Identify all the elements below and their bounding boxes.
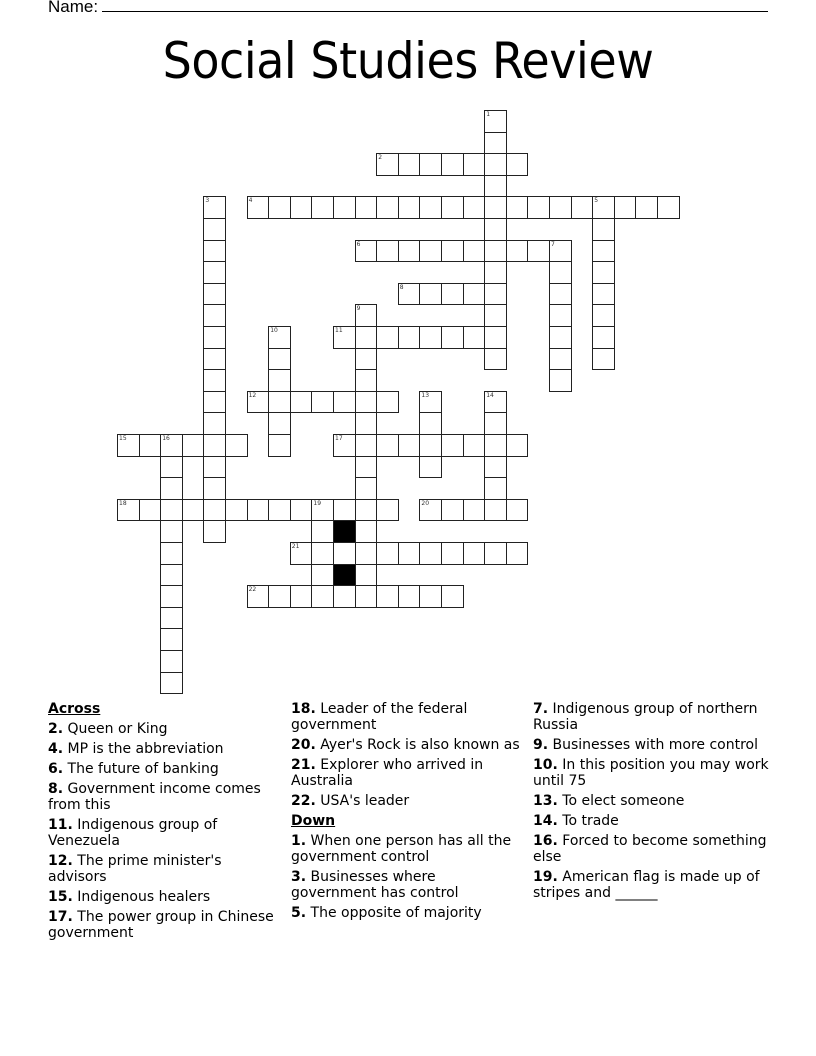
grid-cell[interactable] <box>376 240 399 263</box>
grid-cell[interactable] <box>484 456 507 479</box>
clue-number: 11. <box>48 817 73 833</box>
grid-cell[interactable] <box>506 240 529 263</box>
clue-number: 14. <box>533 813 558 829</box>
cell-number: 15 <box>119 435 127 442</box>
grid-cell[interactable] <box>182 434 205 457</box>
grid-cell[interactable] <box>160 520 183 543</box>
grid-cell[interactable] <box>376 434 399 457</box>
grid-cell[interactable] <box>333 434 356 457</box>
grid-cell[interactable] <box>419 283 442 306</box>
clue-number: 2. <box>48 721 64 737</box>
cell-number: 2 <box>378 154 383 162</box>
grid-cell[interactable] <box>355 542 378 565</box>
grid-cell[interactable] <box>484 304 507 327</box>
grid-cell[interactable] <box>225 499 248 522</box>
clue-text: In this position you may work until 75 <box>533 757 769 789</box>
grid-cell[interactable] <box>182 499 205 522</box>
grid-cell[interactable] <box>290 499 313 522</box>
grid-cell[interactable] <box>419 456 442 479</box>
grid-cell[interactable] <box>484 542 507 565</box>
grid-cell[interactable] <box>160 477 183 500</box>
grid-cell[interactable] <box>592 240 615 263</box>
grid-cell[interactable] <box>203 391 226 414</box>
clue-text: Explorer who arrived in Australia <box>291 757 484 789</box>
clue-across-18 <box>291 701 523 733</box>
grid-cell[interactable] <box>311 196 334 219</box>
grid-cell[interactable] <box>160 456 183 479</box>
clue-down-5 <box>291 905 523 921</box>
grid-cell[interactable] <box>203 283 226 306</box>
grid-cell[interactable] <box>333 391 356 414</box>
grid-cell[interactable] <box>268 499 291 522</box>
grid-cell[interactable] <box>355 391 378 414</box>
grid-cell[interactable] <box>419 412 442 435</box>
grid-cell[interactable] <box>463 542 486 565</box>
grid-cell[interactable] <box>160 499 183 522</box>
clue-number: 8. <box>48 781 64 797</box>
clue-down-9 <box>533 737 773 753</box>
grid-cell[interactable] <box>441 196 464 219</box>
cell-number: 7 <box>551 240 555 248</box>
grid-cell[interactable] <box>160 434 183 457</box>
clue-number: 13. <box>533 793 558 809</box>
grid-cell[interactable] <box>160 650 183 673</box>
grid-cell[interactable] <box>549 261 572 284</box>
grid-cell[interactable] <box>376 196 399 219</box>
grid-cell[interactable] <box>355 304 378 327</box>
grid-cell[interactable] <box>247 499 270 522</box>
grid-cell[interactable] <box>549 283 572 306</box>
grid-cell[interactable] <box>203 477 226 500</box>
grid-cell[interactable] <box>203 369 226 392</box>
cell-number: 10 <box>270 327 278 334</box>
grid-cell[interactable] <box>484 326 507 349</box>
clue-number: 15. <box>48 889 73 905</box>
clue-number: 21. <box>291 757 316 773</box>
cell-number: 3 <box>205 197 210 205</box>
grid-cell[interactable] <box>463 499 486 522</box>
grid-cell[interactable] <box>376 153 399 176</box>
grid-cell[interactable] <box>592 348 615 371</box>
grid-cell[interactable] <box>355 520 378 543</box>
clue-number: 1. <box>291 833 307 849</box>
clue-number: 7. <box>533 701 549 717</box>
grid-cell[interactable] <box>203 348 226 371</box>
grid-cell[interactable] <box>592 283 615 306</box>
grid-cell[interactable] <box>355 434 378 457</box>
grid-cell[interactable] <box>398 196 421 219</box>
grid-cell[interactable] <box>484 153 507 176</box>
grid-cell[interactable] <box>203 520 226 543</box>
clue-text: Businesses where government has control <box>291 869 459 901</box>
clue-across-21 <box>291 757 523 789</box>
grid-cell[interactable] <box>247 585 270 608</box>
clue-down-13 <box>533 793 773 809</box>
grid-cell[interactable] <box>463 196 486 219</box>
grid-cell[interactable] <box>484 196 507 219</box>
grid-cell[interactable] <box>268 412 291 435</box>
grid-cell[interactable] <box>441 585 464 608</box>
clue-number: 5. <box>291 905 307 921</box>
grid-cell[interactable] <box>290 196 313 219</box>
clue-text: Leader of the federal government <box>291 701 468 733</box>
grid-cell[interactable] <box>355 196 378 219</box>
grid-cell[interactable] <box>506 153 529 176</box>
clue-number: 18. <box>291 701 316 717</box>
clue-text: The future of banking <box>67 761 219 777</box>
grid-cell[interactable] <box>506 434 529 457</box>
clue-across-4 <box>48 741 283 757</box>
clue-number: 10. <box>533 757 558 773</box>
cell-number: 20 <box>421 499 430 507</box>
clue-down-19 <box>533 869 773 901</box>
name-label: Name: <box>48 0 99 16</box>
grid-cell[interactable] <box>376 499 399 522</box>
grid-cell[interactable] <box>419 153 442 176</box>
grid-cell[interactable] <box>355 369 378 392</box>
grid-cell[interactable] <box>160 607 183 630</box>
clue-number: 22. <box>291 793 316 809</box>
cell-number: 4 <box>248 197 253 205</box>
cell-number: 21 <box>291 543 300 550</box>
grid-cell[interactable] <box>398 542 421 565</box>
clue-down-16 <box>533 833 773 865</box>
grid-cell[interactable] <box>355 585 378 608</box>
grid-cell[interactable] <box>549 348 572 371</box>
clue-across-17 <box>48 909 283 941</box>
grid-cell[interactable] <box>549 326 572 349</box>
clue-number: 4. <box>48 741 64 757</box>
clue-text: Indigenous healers <box>77 889 211 905</box>
grid-cell[interactable] <box>419 240 442 263</box>
grid-cell[interactable] <box>592 261 615 284</box>
clue-down-7 <box>533 701 773 733</box>
clue-number: 16. <box>533 833 558 849</box>
down-heading: Down <box>291 813 336 829</box>
grid-cell[interactable] <box>203 326 226 349</box>
grid-cell[interactable] <box>592 304 615 327</box>
grid-cell[interactable] <box>441 240 464 263</box>
grid-cell[interactable] <box>441 283 464 306</box>
grid-cell[interactable] <box>268 348 291 371</box>
grid-cell[interactable] <box>139 499 162 522</box>
clue-across-20 <box>291 737 523 753</box>
grid-cell[interactable] <box>484 283 507 306</box>
clue-text: To trade <box>562 813 619 829</box>
clue-number: 20. <box>291 737 316 753</box>
cell-number: 19 <box>313 499 322 507</box>
grid-cell[interactable] <box>484 412 507 435</box>
clue-number: 6. <box>48 761 64 777</box>
grid-cell[interactable] <box>484 434 507 457</box>
grid-cell[interactable] <box>333 196 356 219</box>
cell-number: 8 <box>399 283 404 291</box>
grid-cell[interactable] <box>549 369 572 392</box>
grid-cell[interactable] <box>290 542 313 565</box>
clues-column-1 <box>48 701 283 945</box>
clue-down-14 <box>533 813 773 829</box>
cell-number: 17 <box>335 435 343 442</box>
cell-number: 1 <box>486 111 491 118</box>
grid-cell[interactable] <box>419 434 442 457</box>
across-heading: Across <box>48 701 101 717</box>
grid-cell[interactable] <box>203 499 226 522</box>
grid-cell[interactable] <box>614 196 637 219</box>
grid-cell[interactable] <box>463 240 486 263</box>
grid-cell[interactable] <box>484 391 507 414</box>
clue-across-15 <box>48 889 283 905</box>
grid-cell[interactable] <box>203 434 226 457</box>
grid-cell[interactable] <box>203 456 226 479</box>
clue-text: USA's leader <box>320 793 410 809</box>
grid-cell[interactable] <box>117 499 140 522</box>
grid-cell[interactable] <box>355 456 378 479</box>
cell-number: 16 <box>162 435 170 442</box>
clue-text: Indigenous group of northern Russia <box>533 701 758 733</box>
cell-number: 9 <box>356 305 361 313</box>
clue-number: 19. <box>533 869 558 885</box>
cell-number: 13 <box>421 391 430 399</box>
grid-cell[interactable] <box>506 499 529 522</box>
cell-number: 12 <box>248 391 257 399</box>
grid-cell[interactable] <box>290 585 313 608</box>
clue-number: 3. <box>291 869 307 885</box>
grid-cell[interactable] <box>571 196 594 219</box>
grid-cell[interactable] <box>376 391 399 414</box>
grid-cell[interactable] <box>311 391 334 414</box>
cell-number: 6 <box>356 240 361 248</box>
cell-number: 14 <box>486 391 494 399</box>
grid-cell[interactable] <box>592 196 615 219</box>
grid-cell[interactable] <box>506 542 529 565</box>
grid-cell[interactable] <box>463 326 486 349</box>
clue-across-12 <box>48 853 283 885</box>
grid-cell[interactable] <box>398 283 421 306</box>
grid-cell[interactable] <box>484 110 507 133</box>
grid-cell[interactable] <box>311 542 334 565</box>
clue-down-1 <box>291 833 523 865</box>
grid-cell[interactable] <box>160 672 183 695</box>
grid-cell[interactable] <box>419 326 442 349</box>
grid-cell[interactable] <box>333 542 356 565</box>
clue-number: 9. <box>533 737 549 753</box>
grid-cell[interactable] <box>376 542 399 565</box>
grid-cell[interactable] <box>355 477 378 500</box>
grid-cell[interactable] <box>484 175 507 198</box>
grid-cell[interactable] <box>203 240 226 263</box>
grid-cell[interactable] <box>268 369 291 392</box>
clue-text: Ayer's Rock is also known as <box>320 737 520 753</box>
clue-text: Businesses with more control <box>552 737 759 753</box>
grid-cell[interactable] <box>657 196 680 219</box>
grid-cell[interactable] <box>592 326 615 349</box>
grid-cell[interactable] <box>268 326 291 349</box>
grid-cell[interactable] <box>441 542 464 565</box>
clue-across-22 <box>291 793 523 809</box>
grid-cell[interactable] <box>549 196 572 219</box>
grid-cell[interactable] <box>311 585 334 608</box>
grid-cell[interactable] <box>203 261 226 284</box>
grid-cell[interactable] <box>160 628 183 651</box>
grid-cell[interactable] <box>484 132 507 155</box>
grid-cell[interactable] <box>484 477 507 500</box>
grid-cell[interactable] <box>160 564 183 587</box>
grid-cell[interactable] <box>549 240 572 263</box>
cell-number: 18 <box>119 499 127 507</box>
clue-across-11 <box>48 817 283 849</box>
grid-cell[interactable] <box>463 434 486 457</box>
clue-down-10 <box>533 757 773 789</box>
grid-cell[interactable] <box>484 499 507 522</box>
cell-number: 11 <box>335 327 343 334</box>
grid-cell[interactable] <box>398 153 421 176</box>
grid-cell[interactable] <box>355 499 378 522</box>
clues-column-2 <box>291 701 523 925</box>
grid-cell[interactable] <box>484 240 507 263</box>
grid-cell[interactable] <box>268 434 291 457</box>
cell-number: 22 <box>248 586 257 594</box>
grid-cell[interactable] <box>247 391 270 414</box>
grid-cell[interactable] <box>441 153 464 176</box>
grid-cell[interactable] <box>225 434 248 457</box>
grid-cell[interactable] <box>398 326 421 349</box>
clue-number: 12. <box>48 853 73 869</box>
clue-text: Forced to become something else <box>533 833 767 865</box>
grid-cell[interactable] <box>506 196 529 219</box>
clue-number: 17. <box>48 909 73 925</box>
grid-cell[interactable] <box>484 261 507 284</box>
clue-text: The power group in Chinese government <box>48 909 274 941</box>
grid-cell[interactable] <box>549 304 572 327</box>
grid-cell[interactable] <box>376 326 399 349</box>
grid-cell[interactable] <box>247 196 270 219</box>
clue-down-3 <box>291 869 523 901</box>
clue-text: The prime minister's advisors <box>48 853 222 885</box>
grid-cell[interactable] <box>376 585 399 608</box>
grid-cell[interactable] <box>398 240 421 263</box>
grid-cell[interactable] <box>441 499 464 522</box>
grid-cell[interactable] <box>355 348 378 371</box>
grid-cell[interactable] <box>160 585 183 608</box>
grid-cell[interactable] <box>355 412 378 435</box>
grid-cell[interactable] <box>117 434 140 457</box>
grid-cell[interactable] <box>160 542 183 565</box>
grid-cell[interactable] <box>398 585 421 608</box>
grid-cell[interactable] <box>203 412 226 435</box>
grid-cell[interactable] <box>311 520 334 543</box>
grid-cell[interactable] <box>203 218 226 241</box>
clue-text: To elect someone <box>562 793 685 809</box>
grid-cell[interactable] <box>268 196 291 219</box>
grid-cell[interactable] <box>333 585 356 608</box>
grid-cell[interactable] <box>139 434 162 457</box>
clue-text: MP is the abbreviation <box>67 741 224 757</box>
grid-cell[interactable] <box>398 434 421 457</box>
clue-across-8 <box>48 781 283 813</box>
grid-cell[interactable] <box>203 196 226 219</box>
cell-number: 5 <box>594 197 599 205</box>
page-title: Social Studies Review <box>162 32 654 90</box>
clue-across-2 <box>48 721 283 737</box>
grid-cell[interactable] <box>419 585 442 608</box>
grid-cell[interactable] <box>419 499 442 522</box>
clue-text: Indigenous group of Venezuela <box>48 817 218 849</box>
grid-cell[interactable] <box>355 326 378 349</box>
grid-cell[interactable] <box>355 564 378 587</box>
grid-cell[interactable] <box>441 434 464 457</box>
grid-cell[interactable] <box>635 196 658 219</box>
grid-cell[interactable] <box>268 585 291 608</box>
grid-cell[interactable] <box>441 326 464 349</box>
grid-cell[interactable] <box>311 499 334 522</box>
grid-cell[interactable] <box>463 283 486 306</box>
grid-cell[interactable] <box>484 348 507 371</box>
black-cell <box>333 520 356 543</box>
grid-cell[interactable] <box>290 391 313 414</box>
clue-across-6 <box>48 761 283 777</box>
grid-cell[interactable] <box>333 499 356 522</box>
grid-cell[interactable] <box>355 240 378 263</box>
clue-text: The opposite of majority <box>310 905 482 921</box>
grid-cell[interactable] <box>419 542 442 565</box>
grid-cell[interactable] <box>527 240 550 263</box>
clue-text: Queen or King <box>67 721 168 737</box>
clue-text: American flag is made up of stripes and ______ <box>533 869 760 901</box>
grid-cell[interactable] <box>592 218 615 241</box>
grid-cell[interactable] <box>419 391 442 414</box>
black-cell <box>333 564 356 587</box>
grid-cell[interactable] <box>527 196 550 219</box>
clues-column-3 <box>533 701 773 905</box>
grid-cell[interactable] <box>268 391 291 414</box>
clue-text: When one person has all the government control <box>291 833 512 865</box>
grid-cell[interactable] <box>203 304 226 327</box>
grid-cell[interactable] <box>311 564 334 587</box>
grid-cell[interactable] <box>484 218 507 241</box>
grid-cell[interactable] <box>333 326 356 349</box>
grid-cell[interactable] <box>419 196 442 219</box>
clue-text: Government income comes from this <box>48 781 261 813</box>
grid-cell[interactable] <box>463 153 486 176</box>
